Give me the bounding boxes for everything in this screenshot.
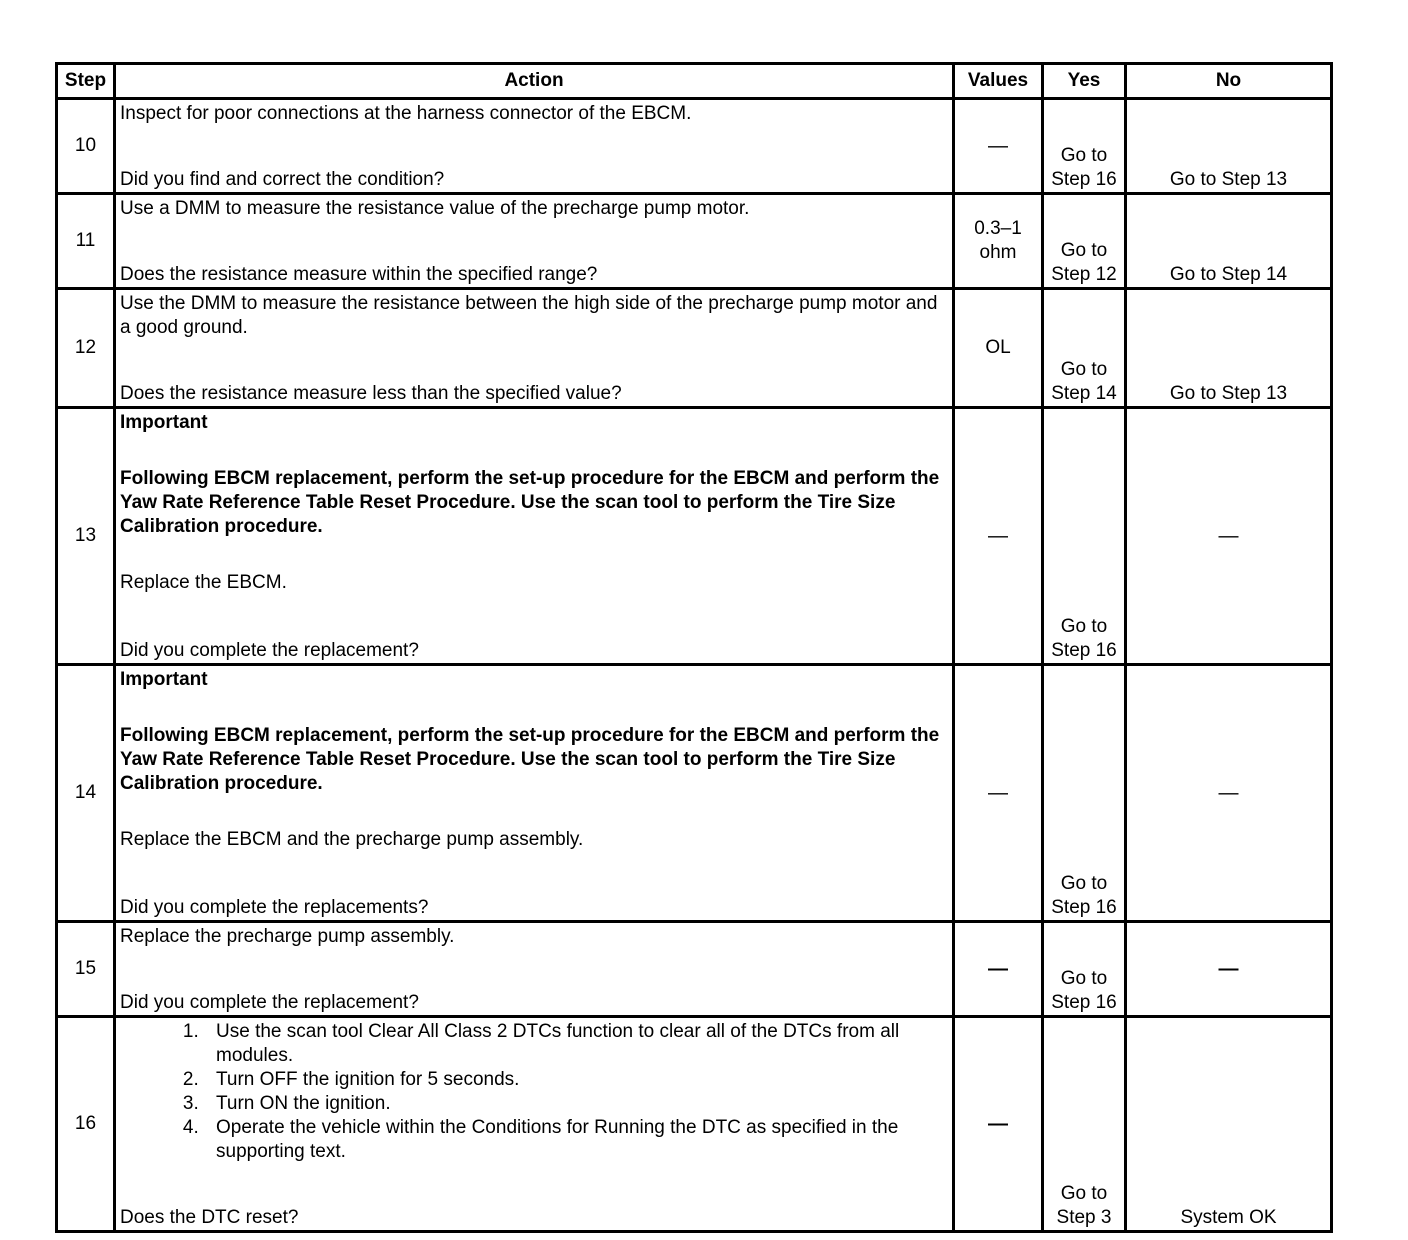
step-number: 11 [57, 194, 115, 289]
question-text: Does the resistance measure within the specified range? [120, 264, 598, 285]
yes-cell [1043, 408, 1126, 665]
header-row [57, 64, 1332, 99]
values-cell: — [954, 1017, 1043, 1232]
important-text: Following EBCM replacement, perform the set-up procedure for the EBCM and perform the Yaw Rate Reference Table Reset Procedure. Use the scan tool to perform the Tire Size Calibration procedure. [120, 725, 940, 794]
no-link[interactable]: System OK [1180, 1207, 1277, 1228]
values-cell: — [954, 99, 1043, 194]
yes-cell [1043, 289, 1126, 408]
action-cell [115, 665, 954, 922]
action-cell [115, 922, 954, 1017]
list-item: 3. Turn ON the ignition. [204, 1092, 948, 1116]
step-number: 15 [57, 922, 115, 1017]
header-action: Action [115, 64, 954, 99]
question-text: Does the DTC reset? [120, 1207, 299, 1228]
header-values: Values [954, 64, 1043, 99]
diagnostic-table [55, 62, 1333, 1233]
list-item: 1. Use the scan tool Clear All Class 2 DTCs function to clear all of the DTCs from all modules. [204, 1020, 948, 1068]
important-text: Following EBCM replacement, perform the set-up procedure for the EBCM and perform the Yaw Rate Reference Table Reset Procedure. Use the scan tool to perform the Tire Size Calibration procedure. [120, 468, 940, 537]
no-cell: — [1126, 408, 1332, 665]
yes-cell [1043, 1017, 1126, 1232]
action-text: Replace the EBCM. [120, 572, 287, 593]
action-text: Replace the EBCM and the precharge pump assembly. [120, 829, 584, 850]
no-cell: — [1126, 922, 1332, 1017]
yes-cell [1043, 194, 1126, 289]
no-link[interactable]: Go to Step 14 [1169, 264, 1288, 285]
no-cell [1126, 194, 1332, 289]
action-cell [115, 408, 954, 665]
no-link[interactable]: Go to Step 13 [1169, 383, 1288, 404]
list-item: 2. Turn OFF the ignition for 5 seconds. [204, 1068, 948, 1092]
action-cell [115, 1017, 954, 1232]
table-row [57, 665, 1332, 922]
yes-link[interactable]: Go to Step 3 [1056, 1183, 1112, 1228]
values-cell: 0.3–1 ohm [954, 194, 1043, 289]
yes-link[interactable]: Go to Step 16 [1051, 873, 1117, 918]
header-step: Step [57, 64, 115, 99]
important-label: Important [120, 669, 208, 690]
step-number: 14 [57, 665, 115, 922]
question-text: Does the resistance measure less than the specified value? [120, 383, 622, 404]
values-cell: OL [954, 289, 1043, 408]
action-text: Inspect for poor connections at the harness connector of the EBCM. [120, 103, 692, 124]
yes-cell [1043, 665, 1126, 922]
important-label: Important [120, 412, 208, 433]
header-no: No [1126, 64, 1332, 99]
question-text: Did you complete the replacement? [120, 640, 419, 661]
values-cell: — [954, 665, 1043, 922]
action-text: Replace the precharge pump assembly. [120, 926, 455, 947]
question-text: Did you complete the replacement? [120, 992, 419, 1013]
question-text: Did you complete the replacements? [120, 897, 429, 918]
table-row [57, 408, 1332, 665]
no-cell: — [1126, 665, 1332, 922]
list-item: 4. Operate the vehicle within the Conditions for Running the DTC as specified in the supporting text. [204, 1116, 948, 1164]
action-text: Use the DMM to measure the resistance between the high side of the precharge pump motor and a good ground. [120, 293, 938, 338]
step-number: 10 [57, 99, 115, 194]
header-yes: Yes [1043, 64, 1126, 99]
question-text: Did you find and correct the condition? [120, 169, 445, 190]
values-cell: — [954, 408, 1043, 665]
action-cell [115, 289, 954, 408]
yes-link[interactable]: Go to Step 16 [1051, 616, 1117, 661]
no-cell [1126, 1017, 1332, 1232]
step-number: 13 [57, 408, 115, 665]
table-row [57, 194, 1332, 289]
table-row [57, 99, 1332, 194]
step-number: 12 [57, 289, 115, 408]
yes-cell [1043, 922, 1126, 1017]
action-cell [115, 194, 954, 289]
action-text: Use a DMM to measure the resistance value of the precharge pump motor. [120, 198, 750, 219]
yes-link[interactable]: Go to Step 12 [1051, 240, 1117, 285]
yes-link[interactable]: Go to Step 16 [1051, 145, 1117, 190]
table-row [57, 922, 1332, 1017]
no-cell [1126, 289, 1332, 408]
procedure-list [120, 1020, 948, 1164]
table-row [57, 1017, 1332, 1232]
no-link[interactable]: Go to Step 13 [1169, 169, 1288, 190]
values-cell: — [954, 922, 1043, 1017]
table-row [57, 289, 1332, 408]
no-cell [1126, 99, 1332, 194]
yes-cell [1043, 99, 1126, 194]
yes-link[interactable]: Go to Step 16 [1051, 968, 1117, 1013]
yes-link[interactable]: Go to Step 14 [1051, 359, 1117, 404]
action-cell [115, 99, 954, 194]
step-number: 16 [57, 1017, 115, 1232]
